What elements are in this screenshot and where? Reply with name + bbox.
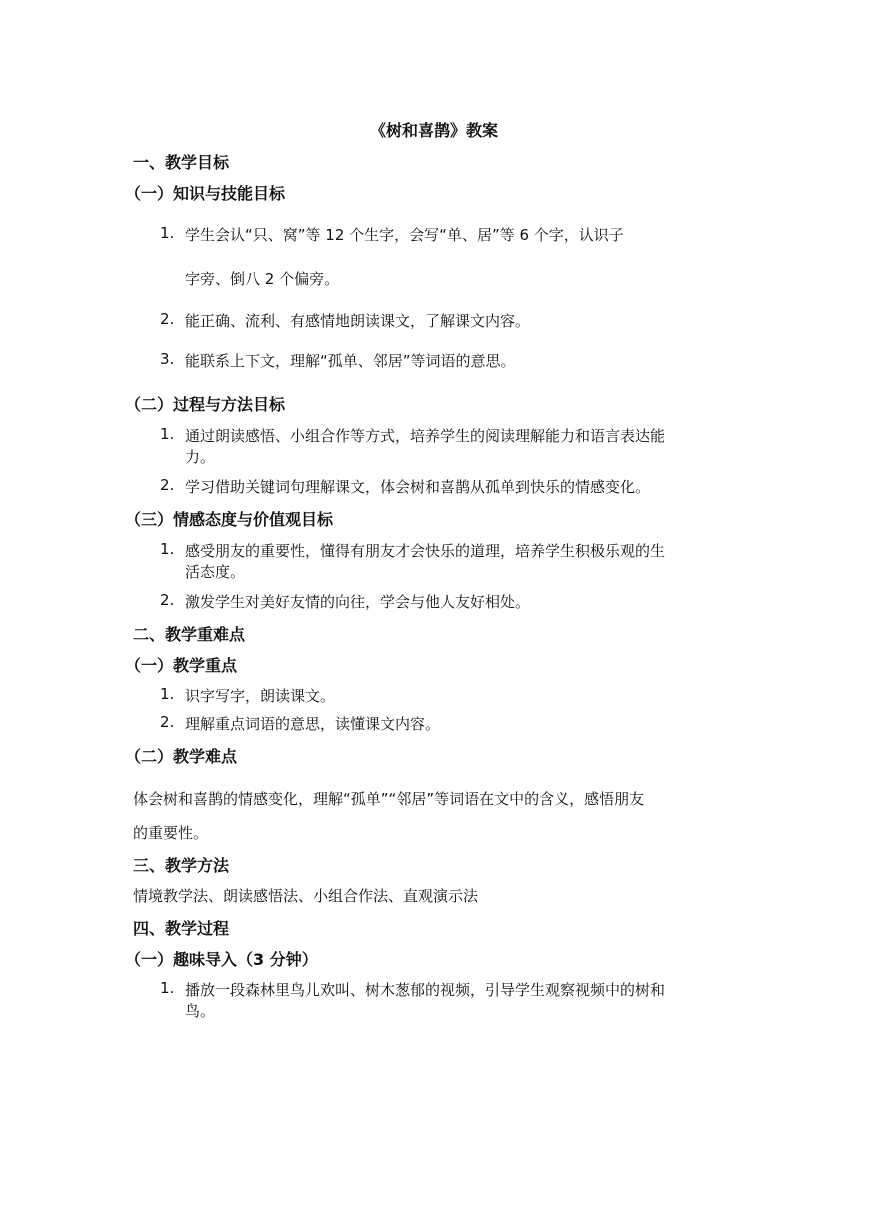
list-text-line: 理解重点词语的意思，读懂课文内容。 [185, 715, 441, 733]
section-heading-process: 四、教学过程 [133, 919, 230, 938]
list-number: 2. [160, 476, 175, 494]
list-text-line: 通过朗读感悟、小组合作等方式，培养学生的阅读理解能力和语言表达能 [185, 427, 666, 445]
list-text-line: 能联系上下文，理解“孤单、邻居”等词语的意思。 [185, 352, 516, 370]
section-heading-objectives: 一、教学目标 [133, 153, 230, 172]
subheading-intro: （一）趣味导入（3 分钟） [125, 950, 318, 969]
document-title: 《树和喜鹊》教案 [370, 121, 499, 140]
list-text-line: 识字写字，朗读课文。 [185, 687, 336, 705]
list-text-line: 鸟。 [185, 1002, 216, 1020]
list-text-line: 活态度。 [185, 563, 246, 581]
list-number: 1. [160, 685, 175, 703]
list-text-line: 激发学生对美好友情的向往，学会与他人友好相处。 [185, 593, 531, 611]
list-number: 1. [160, 425, 175, 443]
list-number: 1. [160, 979, 175, 997]
subheading-key-points: （一）教学重点 [125, 656, 238, 675]
list-text-line: 感受朋友的重要性，懂得有朋友才会快乐的道理，培养学生积极乐观的生 [185, 542, 666, 560]
list-number: 2. [160, 591, 175, 609]
list-number: 2. [160, 713, 175, 731]
subheading-emotion-values: （三）情感态度与价值观目标 [125, 510, 334, 529]
list-text-line: 力。 [185, 448, 216, 466]
list-number: 2. [160, 310, 175, 328]
subheading-difficulties: （二）教学难点 [125, 747, 238, 766]
list-number: 1. [160, 540, 175, 558]
list-text-line: 学生会认“只、窝”等 12 个生字，会写“单、居”等 6 个字，认识子 [185, 226, 624, 244]
list-number: 1. [160, 224, 175, 242]
section-heading-key-points: 二、教学重难点 [133, 625, 246, 644]
list-text-line: 字旁、倒八 2 个偏旁。 [185, 270, 340, 288]
list-text-line: 学习借助关键词句理解课文，体会树和喜鹊从孤单到快乐的情感变化。 [185, 478, 651, 496]
paragraph-line: 体会树和喜鹊的情感变化，理解“孤单”“邻居”等词语在文中的含义，感悟朋友 [133, 790, 645, 808]
list-text-line: 能正确、流利、有感情地朗读课文，了解课文内容。 [185, 312, 531, 330]
list-text-line: 播放一段森林里鸟儿欢叫、树木葱郁的视频，引导学生观察视频中的树和 [185, 981, 666, 999]
paragraph-line: 的重要性。 [133, 824, 209, 842]
section-heading-methods: 三、教学方法 [133, 856, 230, 875]
list-number: 3. [160, 350, 175, 368]
methods-text: 情境教学法、朗读感悟法、小组合作法、直观演示法 [133, 887, 479, 905]
subheading-knowledge-skills: （一）知识与技能目标 [125, 184, 286, 203]
subheading-process-methods: （二）过程与方法目标 [125, 395, 286, 414]
